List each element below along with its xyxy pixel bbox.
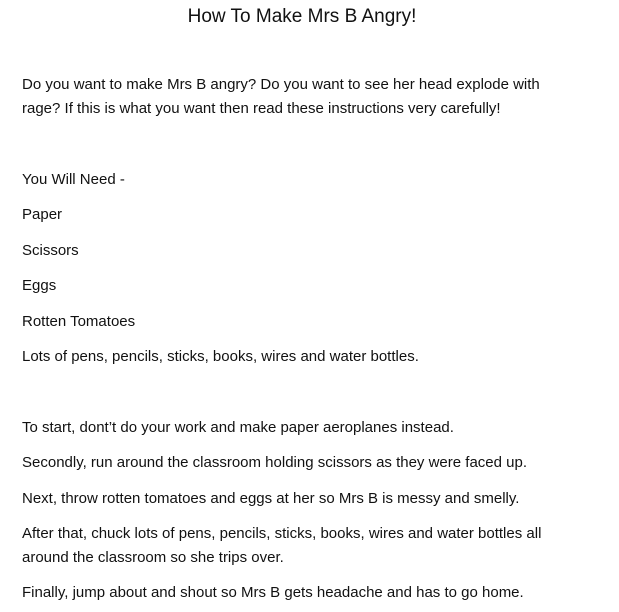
step-4-line-1: After that, chuck lots of pens, pencils, sticks, books, wires and water bottles all bbox=[22, 525, 542, 542]
intro-line-1: Do you want to make Mrs B angry? Do you want to see her head explode with bbox=[22, 76, 540, 93]
need-item-lots-of-items: Lots of pens, pencils, sticks, books, wires and water bottles. bbox=[22, 348, 419, 365]
step-5: Finally, jump about and shout so Mrs B gets headache and has to go home. bbox=[22, 584, 524, 601]
step-1: To start, dont’t do your work and make paper aeroplanes instead. bbox=[22, 419, 454, 436]
need-item-paper: Paper bbox=[22, 206, 63, 223]
step-3: Next, throw rotten tomatoes and eggs at her so Mrs B is messy and smelly. bbox=[22, 490, 520, 507]
need-item-scissors: Scissors bbox=[22, 242, 79, 259]
need-item-eggs: Eggs bbox=[22, 277, 57, 294]
needs-heading: You Will Need - bbox=[22, 171, 125, 188]
document-title: How To Make Mrs B Angry! bbox=[187, 6, 417, 27]
intro-paragraph bbox=[22, 73, 540, 121]
intro-line-2: rage? If this is what you want then read these instructions very carefully! bbox=[22, 100, 501, 117]
step-4-line-2: around the classroom so she trips over. bbox=[22, 549, 284, 566]
need-item-rotten-tomatoes: Rotten Tomatoes bbox=[22, 313, 136, 330]
step-2: Secondly, run around the classroom holding scissors as they were faced up. bbox=[22, 454, 527, 471]
